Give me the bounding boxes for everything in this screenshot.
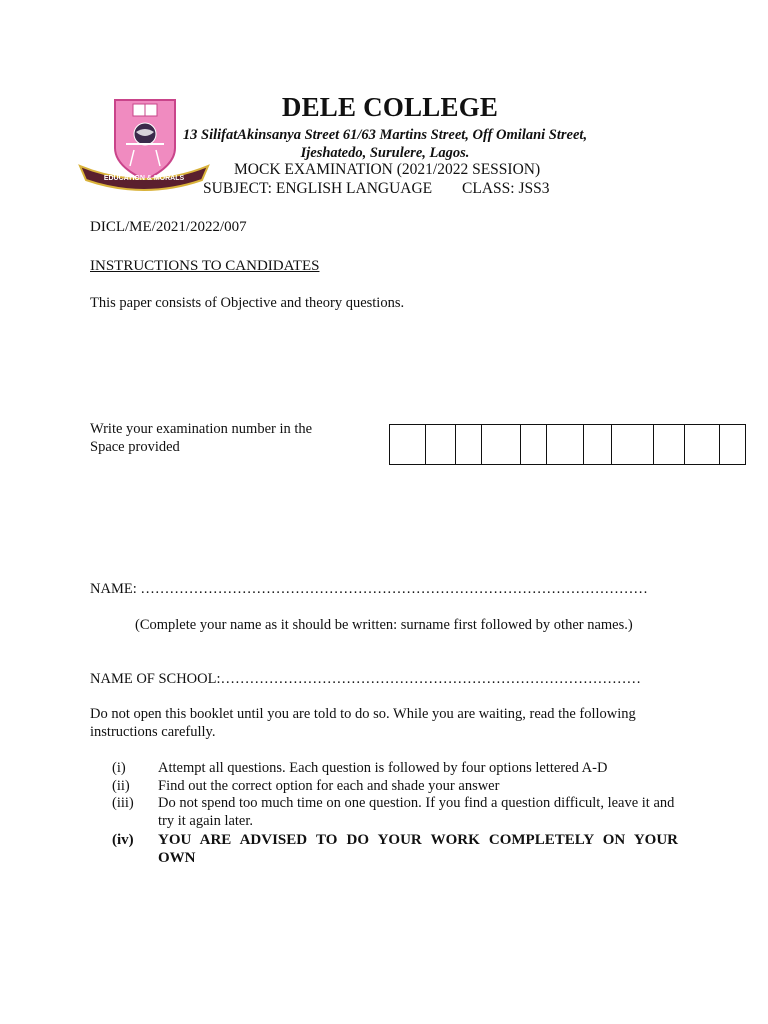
list-item bbox=[112, 795, 678, 830]
name-field[interactable]: NAME: …………………………………………………………………………………………… bbox=[90, 581, 648, 597]
instruction-list bbox=[112, 760, 678, 867]
address-line-2: Ijeshatedo, Surulere, Lagos. bbox=[300, 145, 470, 161]
paper-info: This paper consists of Objective and theory questions. bbox=[90, 295, 405, 311]
exam-number-label-line-2: Space provided bbox=[90, 439, 180, 455]
school-name: DELE COLLEGE bbox=[281, 92, 499, 122]
exam-title: MOCK EXAMINATION (2021/2022 SESSION) bbox=[234, 161, 541, 178]
item-text: Find out the correct option for each and shade your answer bbox=[158, 777, 500, 794]
item-number: (iv) bbox=[112, 832, 134, 848]
subject-label: SUBJECT: ENGLISH LANGUAGE bbox=[203, 180, 433, 197]
school-name-field[interactable]: NAME OF SCHOOL:…………………………………………………………………………… bbox=[90, 671, 642, 687]
instructions-heading: INSTRUCTIONS TO CANDIDATES bbox=[90, 258, 320, 274]
exam-number-box[interactable] bbox=[521, 424, 547, 465]
class-label: CLASS: JSS3 bbox=[462, 180, 550, 197]
list-item bbox=[112, 760, 678, 778]
reference-code: DICL/ME/2021/2022/007 bbox=[90, 219, 247, 235]
exam-number-box[interactable] bbox=[685, 424, 720, 465]
exam-number-box[interactable] bbox=[547, 424, 584, 465]
item-text: Attempt all questions. Each question is followed by four options lettered A-D bbox=[158, 760, 608, 776]
item-number: (i) bbox=[112, 760, 126, 776]
school-address bbox=[170, 126, 600, 162]
exam-number-label bbox=[90, 420, 350, 456]
item-number: (iii) bbox=[112, 795, 134, 811]
exam-number-box[interactable] bbox=[612, 424, 654, 465]
exam-number-box[interactable] bbox=[720, 424, 746, 465]
list-item bbox=[112, 778, 678, 796]
item-text: Do not spend too much time on one question. If you find a question difficult, leave it and try it again later. bbox=[158, 795, 675, 829]
crest-motto: EDUCATION & MORALS bbox=[103, 175, 185, 182]
item-number: (ii) bbox=[112, 777, 130, 794]
exam-number-label-line-1: Write your examination number in the bbox=[90, 421, 313, 437]
address-line-1: 13 SilifatAkinsanya Street 61/63 Martins Street, Off Omilani Street, bbox=[182, 127, 588, 143]
exam-number-boxes bbox=[389, 424, 746, 465]
exam-number-box[interactable] bbox=[482, 424, 521, 465]
subject-class-line bbox=[203, 180, 549, 198]
exam-number-box[interactable] bbox=[584, 424, 612, 465]
warning-text: Do not open this booklet until you are told to do so. While you are waiting, read the following instructions carefully. bbox=[90, 706, 636, 740]
exam-number-box[interactable] bbox=[456, 424, 482, 465]
name-note: (Complete your name as it should be written: surname first followed by other names.) bbox=[135, 617, 633, 633]
exam-number-box[interactable] bbox=[426, 424, 456, 465]
exam-number-box[interactable] bbox=[654, 424, 685, 465]
exam-number-box[interactable] bbox=[390, 424, 426, 465]
list-item bbox=[112, 832, 678, 867]
item-text: YOU ARE ADVISED TO DO YOUR WORK COMPLETELY ON YOUR OWN bbox=[158, 832, 678, 866]
